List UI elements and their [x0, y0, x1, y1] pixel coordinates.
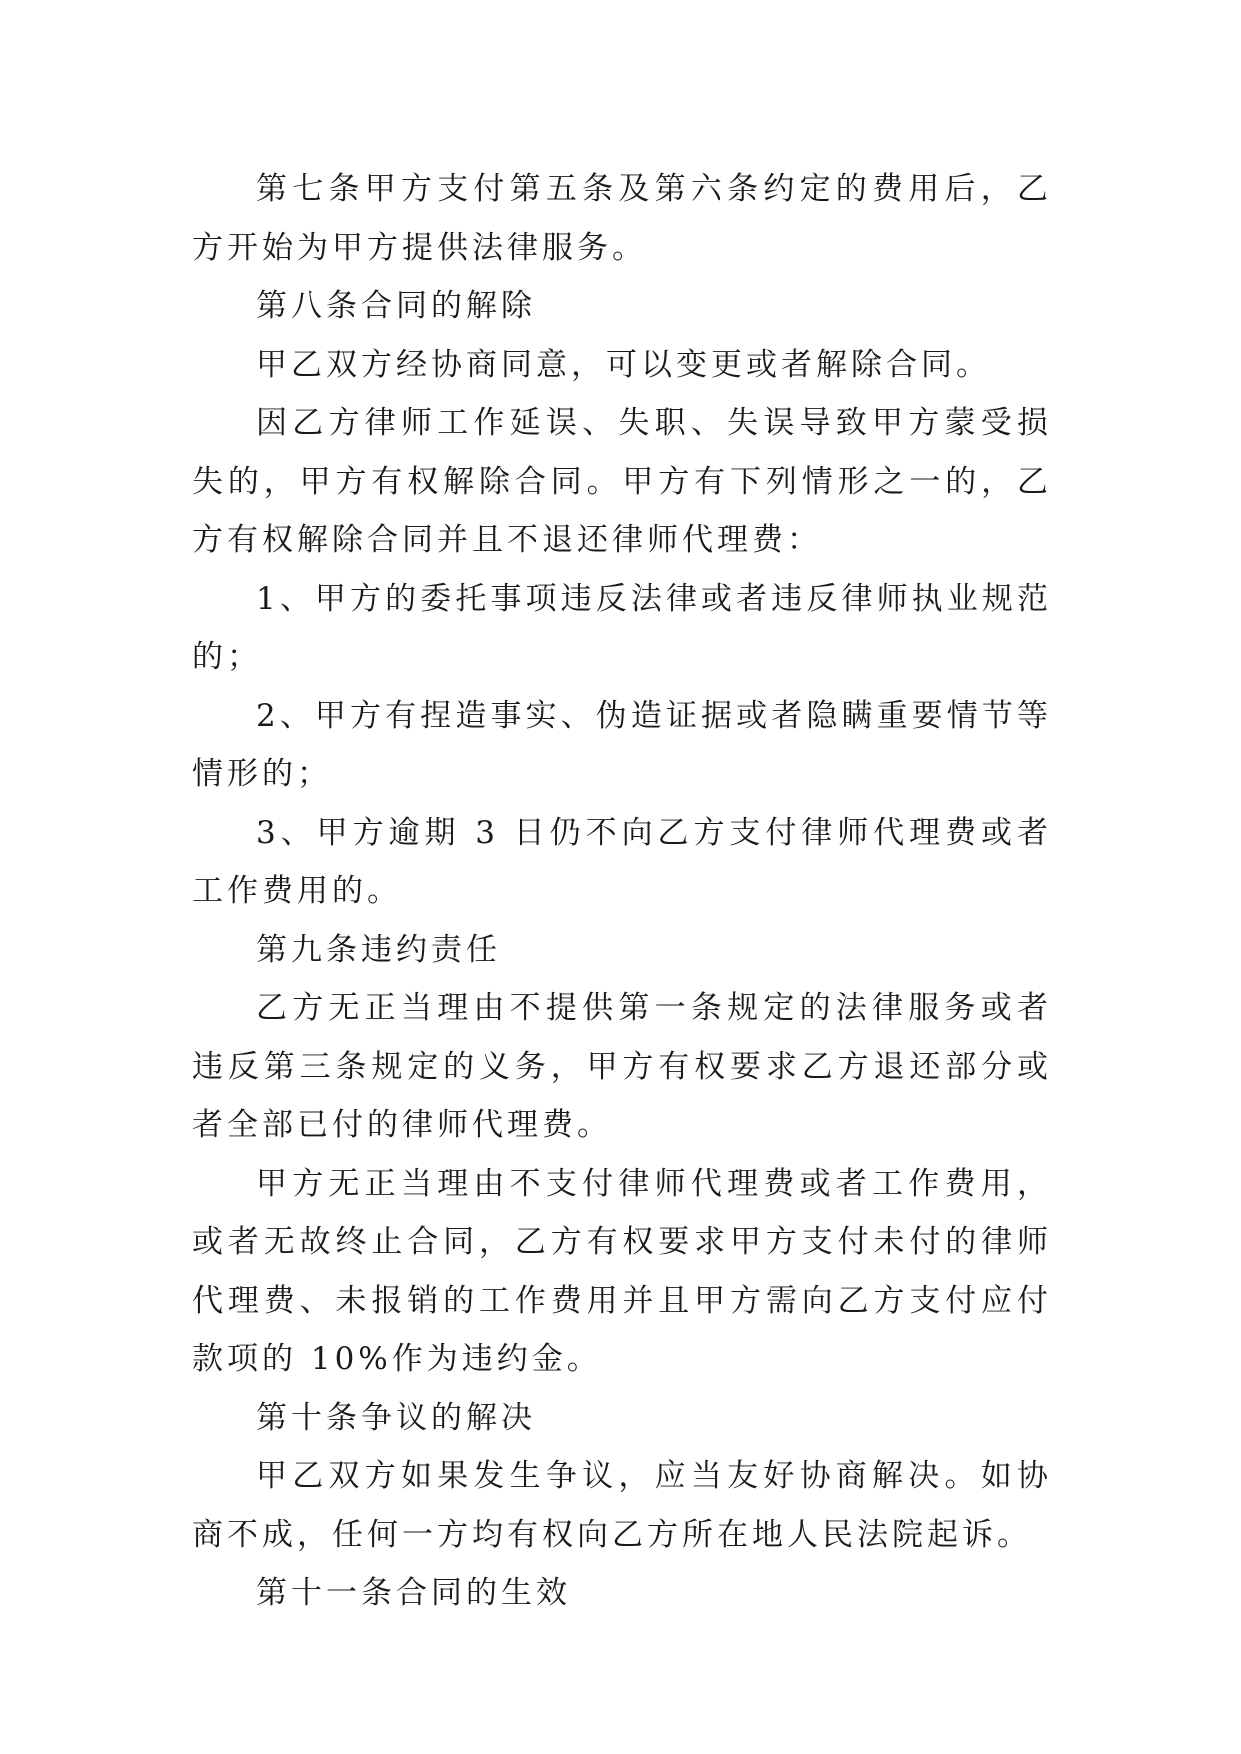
- paragraph-termination-rights: 因乙方律师工作延误、失职、失误导致甲方蒙受损失的，甲方有权解除合同。甲方有下列情形之一的，乙方有权解除合同并且不退还律师代理费：: [192, 405, 1052, 558]
- heading-article-8: 第八条合同的解除: [256, 288, 536, 324]
- paragraph-party-b-liability: 乙方无正当理由不提供第一条规定的法律服务或者违反第三条规定的义务，甲方有权要求乙方退还部分或者全部已付的律师代理费。: [192, 990, 1052, 1143]
- list-item-3: 3、甲方逾期 3 日仍不向乙方支付律师代理费或者工作费用的。: [192, 814, 1052, 909]
- paragraph-article-7: 第七条甲方支付第五条及第六条约定的费用后，乙方开始为甲方提供法律服务。: [192, 171, 1052, 266]
- list-item-2: 2、甲方有捏造事实、伪造证据或者隐瞒重要情节等情形的；: [192, 697, 1052, 792]
- paragraph-party-a-liability: 甲方无正当理由不支付律师代理费或者工作费用，或者无故终止合同，乙方有权要求甲方支付未付的律师代理费、未报销的工作费用并且甲方需向乙方支付应付款项的 10%作为违约金。: [192, 1165, 1052, 1377]
- heading-article-10: 第十条争议的解决: [256, 1399, 536, 1436]
- heading-article-9: 第九条违约责任: [256, 931, 501, 968]
- list-item-1: 1、甲方的委托事项违反法律或者违反律师执业规范的；: [192, 580, 1052, 675]
- document-body: [192, 160, 1052, 1623]
- heading-article-11: 第十一条合同的生效: [256, 1575, 571, 1611]
- paragraph-mutual-termination: 甲乙双方经协商同意，可以变更或者解除合同。: [256, 346, 991, 383]
- paragraph-dispute-resolution: 甲乙双方如果发生争议，应当友好协商解决。如协商不成，任何一方均有权向乙方所在地人民法院起诉。: [192, 1458, 1052, 1553]
